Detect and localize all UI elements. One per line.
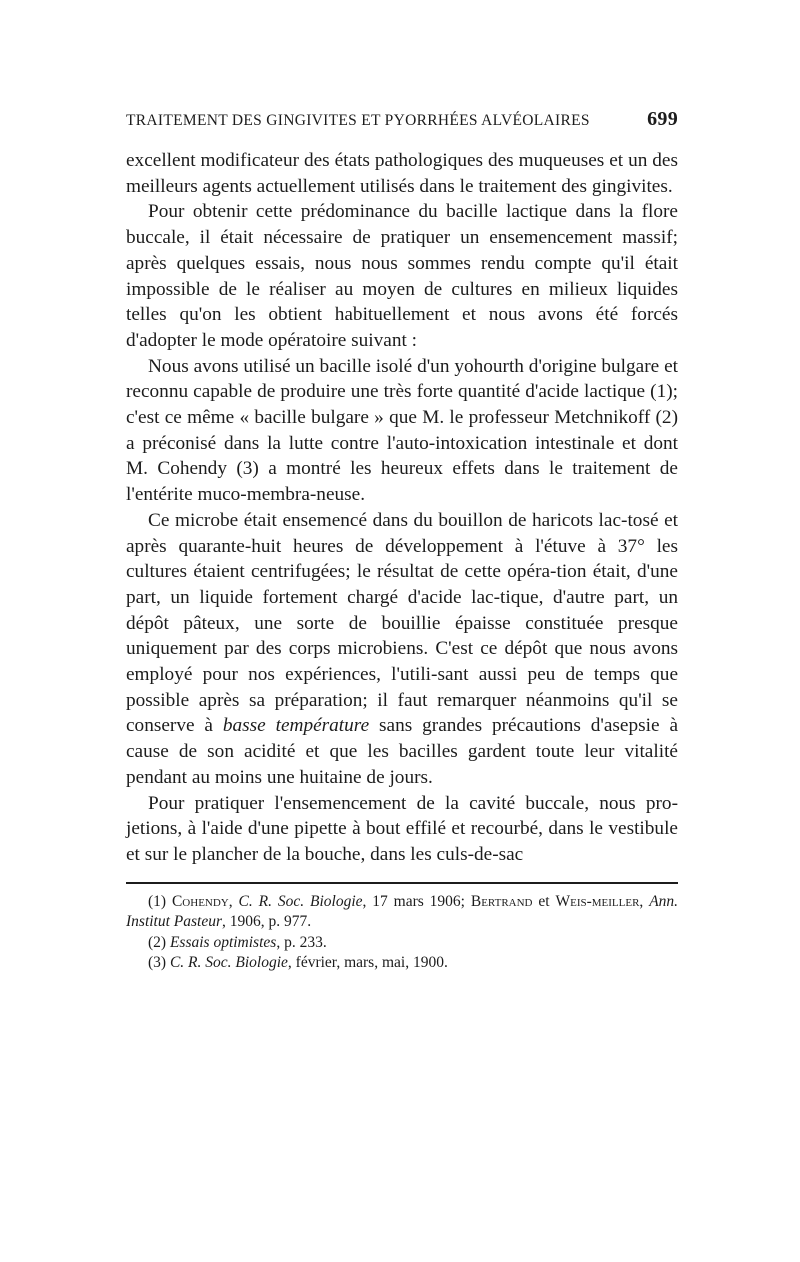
footnote: [126, 892, 678, 933]
text-run: (1): [148, 892, 172, 910]
running-head: [126, 108, 678, 148]
italic-text: basse température: [222, 715, 370, 737]
italic-text: Ann. Institut Pasteur: [126, 892, 679, 931]
page-number: 699: [647, 108, 678, 130]
text-run: Nous avons utilisé un bacille isolé d'un yohourth d'origine bulgare et reconnu capable de produire une très forte quantité d'acide lactique (1); c'est ce même « bacille bulgare » que M. le professeur Metchnikoff (2) a préconisé dans la lutte contre l'auto-intoxication intestinale et dont M. Cohendy (3) a montré les heureux effets dans le traitement de l'entérite muco-membra-neuse.: [126, 355, 678, 506]
text-run: et: [532, 892, 556, 910]
author-name: Cohendy: [171, 892, 229, 910]
running-title: TRAITEMENT DES GINGIVITES ET PYORRHÉES ALVÉOLAIRES: [126, 112, 590, 129]
author-name: Bertrand: [470, 892, 533, 910]
text-run: (2): [148, 933, 170, 951]
author-name: Weis-meiller: [555, 892, 640, 910]
paragraph: [126, 791, 678, 868]
text-run: sans grandes précautions d'asepsie à cause de son acidité et que les bacilles gardent toute leur vitalité pendant au moins une huitaine de jours.: [126, 715, 678, 788]
paragraph: [126, 199, 678, 353]
text-run: Pour pratiquer l'ensemencement de la cavité buccale, nous pro-jetions, à l'aide d'une pipette à bout effilé et recourbé, dans le vestibule et sur le plancher de la bouche, dans les culs-de-sac: [126, 792, 678, 865]
paragraph: [126, 508, 678, 791]
text-run: Pour obtenir cette prédominance du bacille lactique dans la flore buccale, il était nécessaire de pratiquer un ensemencement massif; après quelques essais, nous nous sommes rendu compte qu'il était impossible de le réaliser au moyen de cultures en milieux liquides telles qu'on les obtient habituellement et nous avons été forcés d'adopter le mode opératoire suivant :: [126, 201, 678, 351]
footnote: [126, 933, 678, 954]
text-run: , 1906, p. 977.: [222, 913, 312, 931]
footnote: [126, 953, 678, 974]
text-run: , 17 mars 1906;: [362, 892, 471, 910]
body-text: [126, 148, 678, 868]
paragraph: [126, 148, 678, 199]
footnote-rule: [126, 882, 678, 884]
footnotes: [126, 892, 678, 974]
text-run: ,: [639, 892, 650, 910]
book-page: [126, 108, 678, 974]
text-run: , p. 233.: [276, 933, 327, 951]
italic-text: C. R. Soc. Biologie: [238, 892, 363, 910]
text-run: , février, mars, mai, 1900.: [287, 954, 448, 972]
text-run: Ce microbe était ensemencé dans du bouillon de haricots lac-tosé et après quarante-huit heures de développement à l'étuve à 37° les cultures étaient centrifugées; le résultat de cette opéra-tion était, d'une part, un liquide fortement chargé d'acide lac-tique, d'autre part, un dépôt pâteux, une sorte de bouillie épaisse constituée presque uniquement par des corps microbiens. C'est ce dépôt que nous avons employé pour nos expériences, l'utili-sant aussi peu de temps que possible après sa préparation; il faut remarquer néanmoins qu'il se conserve à: [126, 509, 678, 737]
paragraph: [126, 354, 678, 508]
text-run: ,: [228, 892, 239, 910]
italic-text: Essais optimistes: [169, 933, 277, 951]
text-run: excellent modificateur des états pathologiques des muqueuses et un des meilleurs agents actuellement utilisés dans le traitement des gingivites.: [126, 150, 678, 197]
text-run: (3): [148, 954, 170, 972]
italic-text: C. R. Soc. Biologie: [169, 954, 288, 972]
